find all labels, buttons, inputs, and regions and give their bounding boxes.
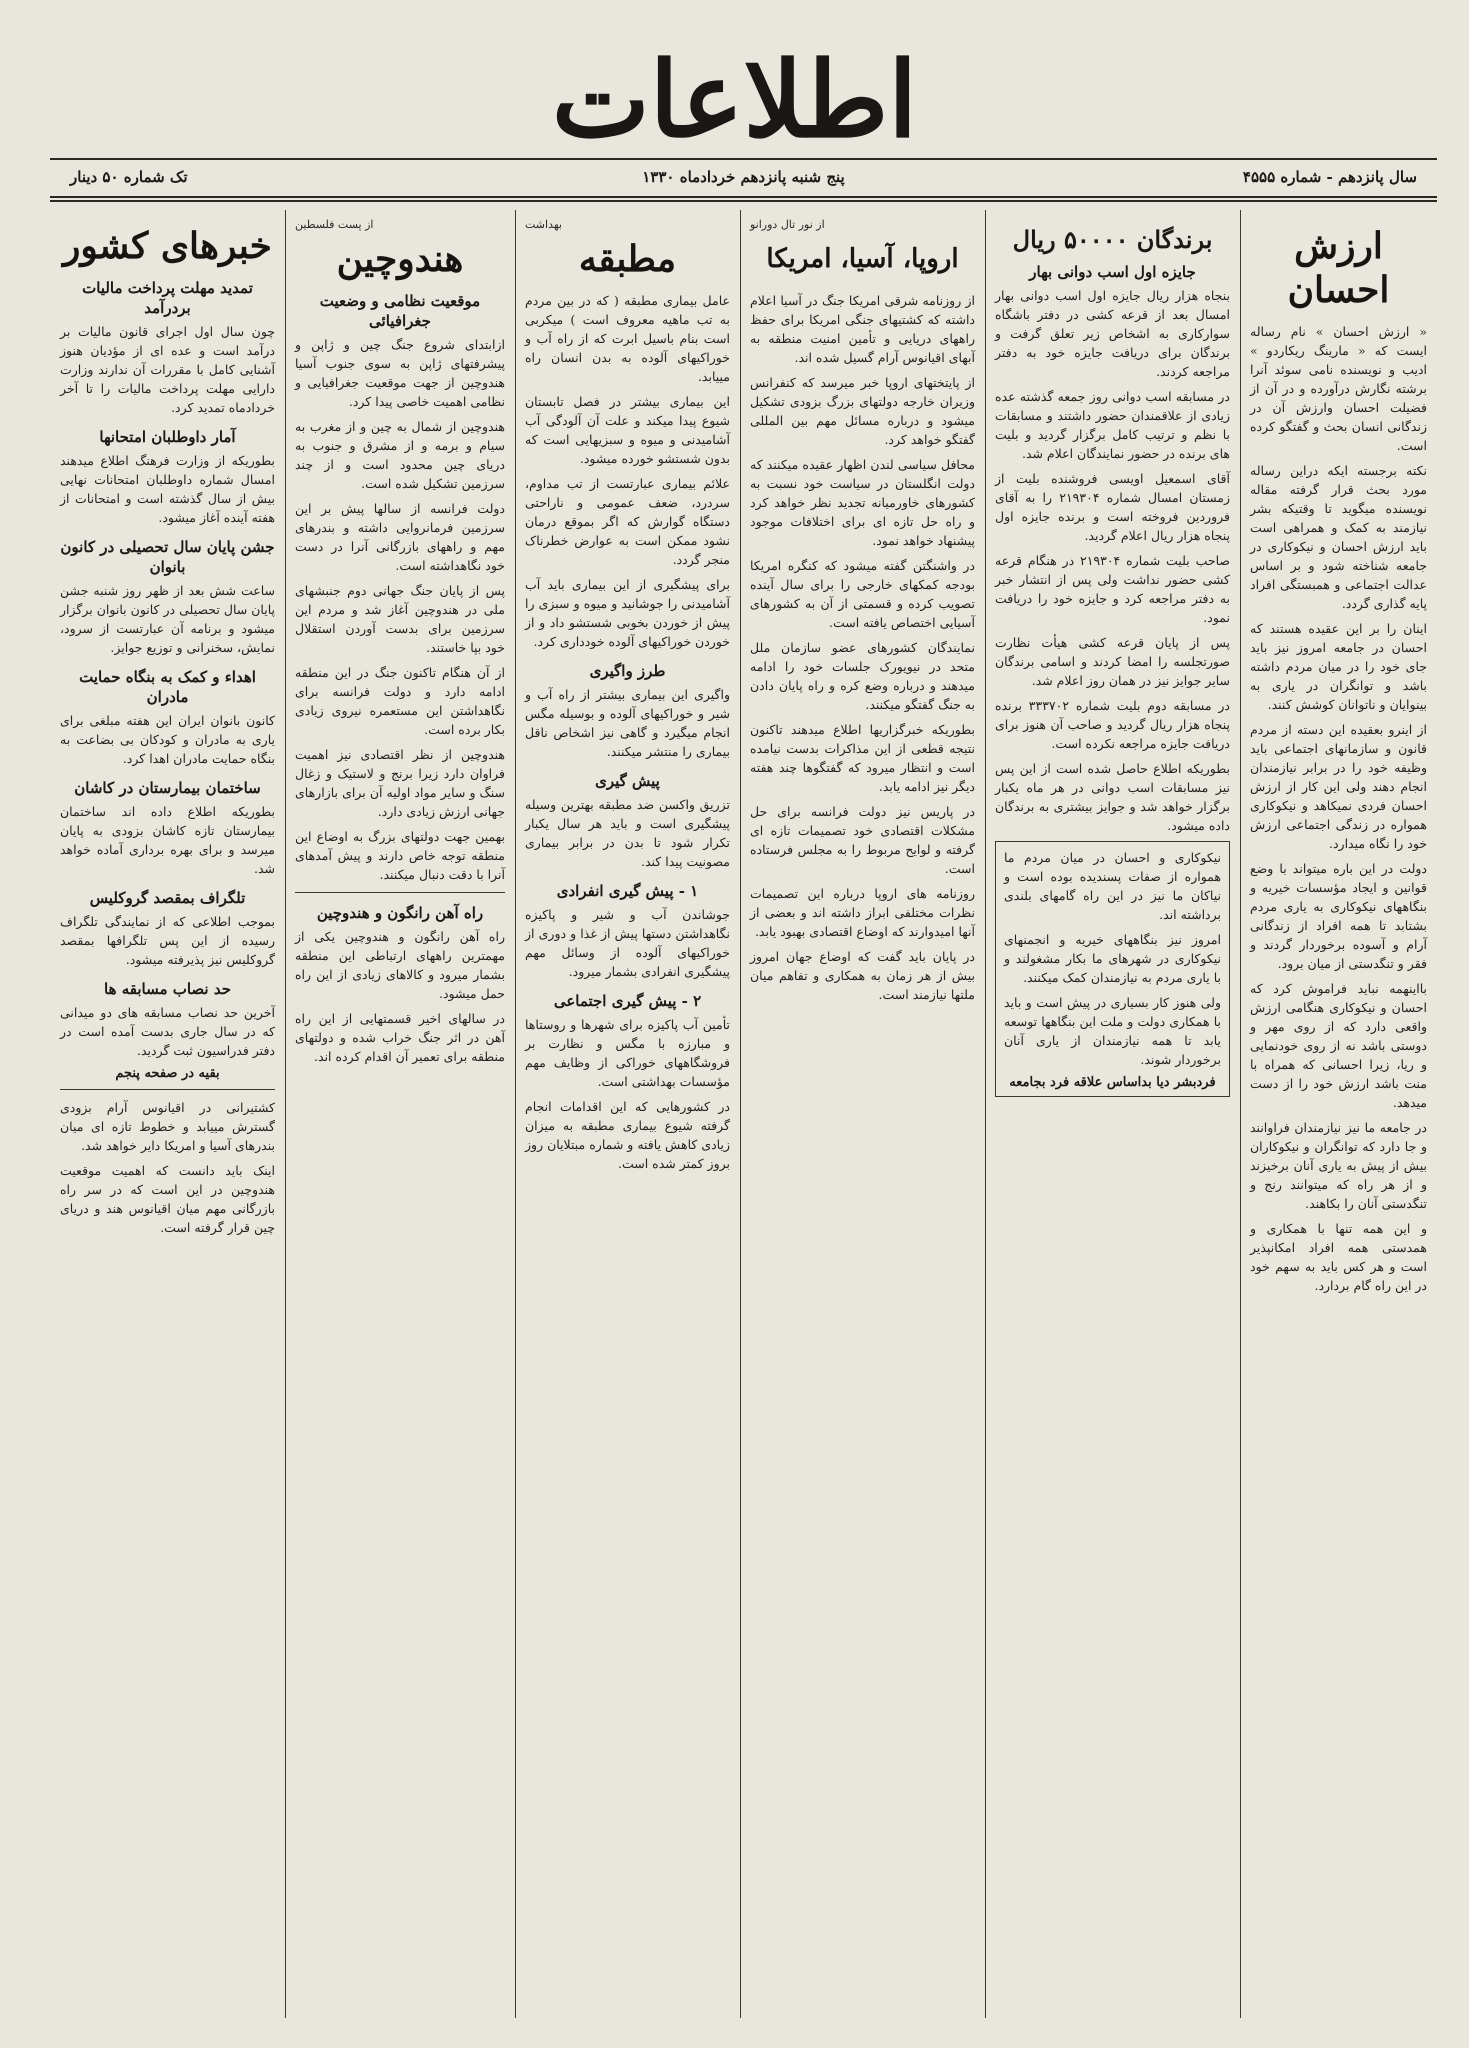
article-paragraph: اینک باید دانست که اهمیت موقعیت هندوچین در این است که در سر راه بازرگانی مهم میان اقیانوس هند و دریای چین قرار گرفته است. bbox=[60, 1163, 275, 1235]
article-paragraph: عامل بیماری مطبقه ( که در بین مردم به تب ماهیه معروف است ) میکربی است بنام باسیل ابرت که از راه آب و خوراکیهای آلوده به بدن انسان راه مییابد. bbox=[525, 293, 730, 384]
charity-box bbox=[995, 841, 1230, 1097]
article-paragraph: پس از پایان قرعه کشی هیأت نظارت صورتجلسه را امضا کردند و اسامی برندگان سایر جوایز نیز در همان روز اعلام شد. bbox=[995, 635, 1230, 688]
article-paragraph: بنجاه هزار ریال جایزه اول اسب دوانی بهار امسال بعد از قرعه کشی در دفتر باشگاه سوارکاری به اشخاص زیر تعلق گرفت و برندگان برای دریافت جایزه خود به دفتر مراجعه کردند. bbox=[995, 288, 1230, 379]
news-text: بطوریکه از وزارت فرهنگ اطلاع میدهند امسال شماره داوطلبان امتحانات نهایی بیش از سال گذشته است و امتحانات از هفته آینده آغاز میشود. bbox=[60, 453, 275, 525]
newspaper-title: اطلاعات bbox=[551, 38, 918, 161]
news-text: آخرین حد نصاب مسابقه های دو میدانی که در سال جاری بدست آمده است در دفتر فدراسیون ثبت گردید. bbox=[60, 1005, 275, 1058]
column-health bbox=[515, 210, 740, 2028]
article-paragraph: دولت در این باره میتواند با وضع قوانین و ایجاد مؤسسات خیریه و بنگاههای نیکوکاری به یاری مردم بشتابد تا همه افراد از زندگانی آرام و آسوده برخوردار گردند و فقر و تنگدستی از میان برود. bbox=[1250, 861, 1427, 971]
article-paragraph: واگیری این بیماری بیشتر از راه آب و شیر و خوراکیهای آلوده و بوسیله مگس انجام میگیرد و گاهی نیز اشخاص ناقل بیماری را منتشر میکنند. bbox=[525, 687, 730, 759]
news-title: تلگراف بمقصد گروکلیس bbox=[89, 889, 246, 907]
article-paragraph: ولی هنوز کار بسیاری در پیش است و باید با همکاری دولت و ملت این بنگاهها توسعه یابد تا همه نیازمندان از یاری آنان برخوردار شوند. bbox=[1004, 995, 1221, 1067]
masthead-rule-top bbox=[50, 158, 1437, 160]
article-subhead: پیش گیری bbox=[595, 772, 660, 790]
article-subhead: ۲ - پیش گیری اجتماعی bbox=[553, 992, 702, 1010]
article-paragraph: در سالهای اخیر قسمتهایی از این راه آهن در اثر جنگ خراب شده و دولتهای منطقه برای تعمیر آن اقدام کرده اند. bbox=[295, 1011, 505, 1064]
article-paragraph: برای پیشگیری از این بیماری باید آب آشامیدنی را جوشانید و میوه و سبزی را پیش از خوردن بخوبی شستشو داد و از خوردن خوراکیهای آلوده خودداری کرد. bbox=[525, 577, 730, 649]
article-paragraph: امروز نیز بنگاههای خیریه و انجمنهای نیکوکاری در شهرهای ما بکار مشغولند و با یاری مردم به نیازمندان کمک میکنند. bbox=[1004, 932, 1221, 985]
article-paragraph: در مسابقه دوم بلیت شماره ۳۳۳۷۰۲ برنده پنجاه هزار ریال گردید و صاحب آن هنوز برای دریافت جایزه مراجعه نکرده است. bbox=[995, 698, 1230, 751]
article-paragraph: نمایندگان کشورهای عضو سازمان ملل متحد در نیویورک جلسات خود را ادامه میدهند و درباره وضع کره و راه پایان دادن به جنگ گفتگو میکنند. bbox=[750, 640, 975, 712]
news-text: بموجب اطلاعی که از نمایندگی تلگراف رسیده از این پس تلگرافها بمقصد گروکلیس نیز پذیرفته میشود. bbox=[60, 914, 275, 967]
article-paragraph: آقای اسمعیل اویسی فروشنده بلیت از زمستان امسال شماره ۲۱۹۳۰۴ را به آقای فروردین فروخته است و برنده جایزه اول پنجاه هزار ریال اعلام گردید. bbox=[995, 471, 1231, 543]
column-domestic-news bbox=[50, 210, 285, 2028]
article-paragraph: در واشنگتن گفته میشود که کنگره امریکا بودجه کمکهای خارجی را برای سال آینده تصویب کرده و قسمتی از آن به کشورهای آسیایی اختصاص یافته است. bbox=[750, 558, 975, 630]
issue-number: سال پانزدهم - شماره ۴۵۵۵ bbox=[1242, 168, 1417, 186]
article-paragraph: جوشاندن آب و شیر و پاکیزه نگاهداشتن دستها پیش از غذا و دوری از خوراکیهای آلوده از وسائل مهم پیشگیری انفرادی بشمار میرود. bbox=[525, 907, 730, 979]
article-paragraph: راه آهن رانگون و هندوچین یکی از مهمترین راههای ارتباطی این منطقه بشمار میرود و کالاهای زیادی از این راه حمل میشود. bbox=[295, 929, 505, 1001]
news-title: جشن پایان سال تحصیلی در کانون بانوان bbox=[60, 538, 275, 576]
masthead-rule-bottom bbox=[50, 196, 1437, 198]
article-paragraph: در پایان باید گفت که اوضاع جهان امروز بیش از هر زمان به همکاری و تفاهم میان ملتها نیازمند است. bbox=[750, 949, 975, 1002]
news-title: اهداء و کمک به بنگاه حمایت مادران bbox=[79, 668, 256, 706]
article-subhead: جایزه اول اسب دوانی بهار bbox=[1029, 263, 1196, 281]
article-headline: برندگان ۵۰۰۰۰ ریال bbox=[1012, 225, 1213, 254]
article-paragraph: علائم بیماری عبارتست از تب مداوم، سردرد، ضعف عمومی و ناراحتی دستگاه گوارش که اگر بموقع درمان نشود ممکن است به عوارض خطرناک منجر گردد. bbox=[525, 476, 730, 567]
article-paragraph: از روزنامه شرقی امریکا جنگ در آسیا اعلام داشته که کشتیهای جنگی امریکا برای حفظ راههای دریایی و تأمین امنیت منطقه به آبهای اقیانوس آرام گسیل شده اند. bbox=[750, 293, 975, 365]
article-kicker: از نور تال دورانو bbox=[750, 218, 825, 231]
article-kicker: از پست فلسطین bbox=[295, 218, 374, 231]
article-paragraph: اینان را بر این عقیده هستند که احسان در جامعه امروز نیز باید جای خود را در میان مردم داشته باشد و توانگران در یاری به بینوایان و ناتوانان کوشش کنند. bbox=[1250, 621, 1427, 712]
article-paragraph: در کشورهایی که این اقدامات انجام گرفته شیوع بیماری مطبقه به میزان زیادی کاهش یافته و شماره مبتلایان روز بروز کمتر شده است. bbox=[525, 1099, 730, 1171]
section-divider bbox=[60, 1089, 275, 1090]
article-paragraph: در پاریس نیز دولت فرانسه برای حل مشکلات اقتصادی خود تصمیمات تازه ای گرفته و لوایح مربوط را به مجلس فرستاده است. bbox=[750, 804, 975, 876]
article-paragraph: دولت فرانسه از سالها پیش بر این سرزمین فرمانروایی داشته و بندرهای مهم و راههای بازرگانی آنرا در دست خود نگاهداشته است. bbox=[295, 501, 505, 573]
news-title: آمار داوطلبان امتحانها bbox=[99, 428, 236, 446]
news-text: کانون بانوان ایران این هفته مبلغی برای یاری به مادران و کودکان بی بضاعت به بنگاه حمایت مادران اهدا کرد. bbox=[60, 713, 275, 766]
article-subhead: راه آهن رانگون و هندوچین bbox=[316, 904, 484, 922]
article-paragraph: تزریق واکسن ضد مطبقه بهترین وسیله پیشگیری است و باید هر سال یکبار تکرار شود تا بدن در برابر بیماری مصونیت پیدا کند. bbox=[525, 797, 730, 869]
article-paragraph: ازابتدای شروع جنگ چین و ژاپن و پیشرفتهای ژاپن به سوی جنوب آسیا هندوچین از جهت موقعیت جغرافیایی و نظامی اهمیت خاصی پیدا کرد. bbox=[295, 337, 505, 409]
article-paragraph: هندوچین از شمال به چین و از مغرب به سیام و برمه و از مشرق و جنوب به دریای چین محدود است و از چند سرزمین تشکیل شده است. bbox=[295, 419, 505, 491]
article-kicker: بهداشت bbox=[525, 218, 562, 231]
article-paragraph: نکته برجسته ایکه دراین رساله مورد بحث قرار گرفته مقاله نویسنده میگوید تا وقتیکه بشر نیازمند به کمک و همراهی است باید ارزش احسان و نیکوکاری در جامعه شناخته شود و بر اساس عدالت اجتماعی و همبستگی افراد پایه گذاری گردد. bbox=[1250, 463, 1427, 611]
article-paragraph: از آن هنگام تاکنون جنگ در این منطقه ادامه دارد و دولت فرانسه برای نگاهداشتن این مستعمره نیروی زیادی بکار برده است. bbox=[295, 665, 505, 737]
masthead-rule-bottom-2 bbox=[50, 200, 1437, 202]
article-paragraph: این بیماری بیشتر در فصل تابستان شیوع پیدا میکند و علت آن آلودگی آب آشامیدنی و میوه و سبزیهایی است که بدون شستشو خورده میشود. bbox=[525, 394, 730, 466]
news-text: ساعت شش بعد از ظهر روز شنبه جشن پایان سال تحصیلی در کانون بانوان برگزار میشود و برنامه آن عبارتست از سرود، نمایش، سخنرانی و توزیع جوایز. bbox=[60, 583, 275, 655]
column-lottery bbox=[985, 210, 1240, 2028]
section-divider bbox=[295, 892, 505, 893]
article-paragraph: نیکوکاری و احسان در میان مردم ما همواره از صفات پسندیده بوده است و نیاکان ما نیز در این راه گامهای بلندی برداشته اند. bbox=[1004, 850, 1221, 922]
article-headline: خبرهای کشور bbox=[63, 225, 272, 267]
columns bbox=[50, 210, 1437, 2028]
column-ehsan bbox=[1240, 210, 1437, 2028]
article-paragraph: بااینهمه نباید فراموش کرد که احسان و نیکوکاری هنگامی ارزش واقعی دارد که از روی مهر و دوستی باشد نه از روی خودنمایی و ریا، زیرا احسانی که همراه با منت باشد ارزش خود را از دست میدهد. bbox=[1250, 981, 1427, 1110]
article-headline: ارزش احسان bbox=[1287, 225, 1390, 311]
article-paragraph: از پایتختهای اروپا خبر میرسد که کنفرانس وزیران خارجه دولتهای بزرگ بزودی تشکیل میشود و درباره مسائل مهم بین المللی گفتگو خواهد کرد. bbox=[750, 375, 975, 447]
article-paragraph: بطوریکه اطلاع حاصل شده است از این پس نیز مسابقات اسب دوانی در هر ماه یکبار برگزار خواهد شد و جوایز بیشتری به برندگان داده میشود. bbox=[995, 761, 1230, 833]
column-indochina bbox=[285, 210, 515, 2028]
news-text: چون سال اول اجرای قانون مالیات بر درآمد است و عده ای از مؤدیان هنوز آشنایی کامل با مقررات آن ندارند وزارت دارایی مهلت پرداخت مالیات را تا آخر خردادماه تمدید کرد. bbox=[60, 324, 275, 415]
article-paragraph: و این همه تنها با همکاری و همدستی همه افراد امکانپذیر است و هر کس باید به سهم خود در این راه گام بردارد. bbox=[1250, 1221, 1427, 1293]
article-subhead: طرز واگیری bbox=[589, 662, 666, 680]
column-world bbox=[740, 210, 985, 2028]
box-footer: فردبشر دیا بداساس علاقه فرد بجامعه bbox=[1009, 1075, 1216, 1090]
article-paragraph: صاحب بلیت شماره ۲۱۹۳۰۴ در هنگام قرعه کشی حضور نداشت ولی پس از انتشار خبر به دفتر مراجعه کرد و جایزه خود را دریافت نمود. bbox=[995, 553, 1230, 625]
article-paragraph: تأمین آب پاکیزه برای شهرها و روستاها و مبارزه با مگس و نظارت بر فروشگاههای خوراکی از وظایف مهم مؤسسات بهداشتی است. bbox=[525, 1017, 730, 1089]
news-title: حد نصاب مسابقه ها bbox=[104, 980, 231, 998]
article-paragraph: محافل سیاسی لندن اظهار عقیده میکنند که دولت انگلستان در سیاست خود نسبت به کشورهای خاورمیانه تجدید نظر خواهد کرد و راه حل تازه ای برای اختلافات موجود پیشنهاد خواهد نمود. bbox=[750, 457, 975, 548]
article-paragraph: بهمین جهت دولتهای بزرگ به اوضاع این منطقه توجه خاص دارند و پیش آمدهای آنرا با دقت دنبال میکنند. bbox=[295, 829, 505, 882]
article-paragraph: « ارزش احسان » نام رساله ایست که « مارینگ ریکاردو » ادیب و نویسنده نامی سوئد آنرا برشته نگارش درآورده و در آن از فضیلت احسان وارزش آن در زندگانی انسان بحث و گفتگو کرده است. bbox=[1250, 324, 1427, 453]
dateline bbox=[50, 162, 1437, 192]
article-paragraph: در جامعه ما نیز نیازمندان فراوانند و جا دارد که توانگران و نیکوکاران بیش از پیش به یاری آنان برخیزند و از هر راه که میتوانند رنج و تنگدستی آنان را بکاهند. bbox=[1250, 1120, 1427, 1211]
news-title: ساختمان بیمارستان در کاشان bbox=[74, 779, 261, 797]
continued-note: بقیه در صفحه پنجم bbox=[115, 1066, 220, 1081]
article-headline: مطبقه bbox=[578, 238, 677, 280]
issue-date: پنج شنبه پانزدهم خردادماه ۱۳۳۰ bbox=[642, 168, 845, 186]
news-title: تمدید مهلت پرداخت مالیات بردرآمد bbox=[82, 279, 253, 317]
issue-price: تک شماره ۵۰ دینار bbox=[70, 168, 188, 186]
article-paragraph: روزنامه های اروپا درباره این تصمیمات نظرات مختلفی ابراز داشته اند و بعضی از آنها امیدوارند که اوضاع اقتصادی بهبود یابد. bbox=[750, 886, 975, 939]
article-headline: هندوچین bbox=[336, 238, 464, 280]
article-subhead: موقعیت نظامی و وضعیت جغرافیائی bbox=[319, 292, 481, 330]
article-paragraph: از اینرو بعقیده این دسته از مردم قانون و سازمانهای اجتماعی باید وظیفه خود را در برابر نیازمندان انجام دهند ولی این کار از ارزش احسان فردی نمیکاهد و نیکوکاری همواره در زندگی اجتماعی ارزش خود را نگاه میدارد. bbox=[1250, 722, 1427, 851]
article-headline: اروپا، آسیا، امریکا bbox=[766, 244, 959, 274]
news-text: بطوریکه اطلاع داده اند ساختمان بیمارستان تازه کاشان بزودی به پایان میرسد و برای بهره برداری آماده خواهد شد. bbox=[60, 804, 275, 876]
article-paragraph: پس از پایان جنگ جهانی دوم جنبشهای ملی در هندوچین آغاز شد و مردم این سرزمین برای بدست آوردن استقلال خود بپا خاستند. bbox=[295, 583, 505, 655]
article-paragraph: کشتیرانی در اقیانوس آرام بزودی گسترش مییابد و خطوط تازه ای میان بندرهای آسیا و امریکا دایر خواهد شد. bbox=[60, 1100, 275, 1153]
masthead bbox=[0, 40, 1469, 160]
article-paragraph: در مسابقه اسب دوانی روز جمعه گذشته عده زیادی از علاقمندان حضور داشتند و مسابقات با نظم و ترتیب کامل برگزار گردید و بلیت های برنده در حضور نمایندگان اعلام شد. bbox=[995, 389, 1230, 461]
article-paragraph: بطوریکه خبرگزاریها اطلاع میدهند تاکنون نتیجه قطعی از این مذاکرات بدست نیامده است و انتظار میرود که گفتگوها چند هفته دیگر نیز ادامه یابد. bbox=[750, 722, 975, 794]
article-paragraph: هندوچین از نظر اقتصادی نیز اهمیت فراوان دارد زیرا برنج و لاستیک و زغال سنگ و سایر مواد اولیه آن برای بازارهای جهانی ارزش زیادی دارد. bbox=[295, 747, 505, 819]
article-subhead: ۱ - پیش گیری انفرادی bbox=[556, 882, 699, 900]
